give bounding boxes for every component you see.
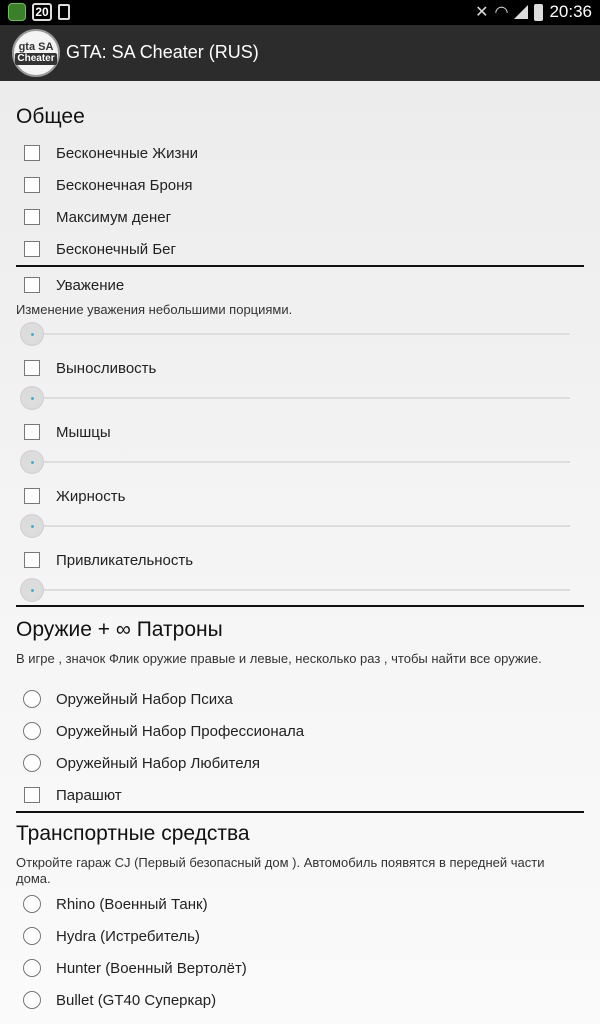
checkbox[interactable] <box>24 360 40 376</box>
fat-slider[interactable] <box>20 513 570 539</box>
checkbox-label: Максимум денег <box>56 208 172 226</box>
checkbox[interactable] <box>24 145 40 161</box>
notification-count-icon: 20 <box>32 3 52 21</box>
radio-button[interactable] <box>23 690 41 708</box>
section-title-general: Общее <box>16 105 85 128</box>
section-title-vehicles: Транспортные средства <box>16 822 250 845</box>
vehicles-description: Откройте гараж CJ (Первый безопасный дом ). Автомобиль появятся в передней части дома. <box>16 855 545 886</box>
logo-text-top: gta SA <box>18 41 54 53</box>
mute-icon: ✕ <box>475 4 489 21</box>
checkbox-label: Выносливость <box>56 359 157 377</box>
slider-track[interactable] <box>32 525 570 527</box>
respect-slider[interactable] <box>20 321 570 347</box>
slider-thumb[interactable] <box>20 450 44 474</box>
checkbox-row-stamina[interactable] <box>16 353 584 383</box>
slider-track[interactable] <box>32 333 570 335</box>
radio-label: Hydra (Истребитель) <box>56 927 200 945</box>
radio-label: Hunter (Военный Вертолёт) <box>56 959 247 977</box>
checkbox-label: Бесконечные Жизни <box>56 144 199 162</box>
slider-track[interactable] <box>32 397 570 399</box>
checkbox-label: Бесконечный Бег <box>56 240 176 258</box>
checkbox[interactable] <box>24 787 40 803</box>
checkbox[interactable] <box>24 177 40 193</box>
status-time: 20:36 <box>549 2 592 21</box>
checkbox-label: Бесконечная Броня <box>56 176 193 194</box>
slider-thumb[interactable] <box>20 578 44 602</box>
muscle-slider[interactable] <box>20 449 570 475</box>
radio-row-pro-weapons[interactable] <box>16 716 584 746</box>
checkbox[interactable] <box>24 241 40 257</box>
slider-track[interactable] <box>32 589 570 591</box>
checkbox-row-fat[interactable] <box>16 481 584 511</box>
section-divider <box>16 811 584 813</box>
radio-label: Оружейный Набор Психа <box>56 690 233 708</box>
wifi-icon: ◠ <box>494 4 509 21</box>
preferences-list[interactable] <box>0 81 600 1024</box>
section-title-weapons: Оружие + ∞ Патроны <box>16 618 223 641</box>
radio-button[interactable] <box>23 991 41 1009</box>
radio-label: Bullet (GT40 Суперкар) <box>56 991 217 1009</box>
checkbox-row-respect[interactable] <box>16 270 584 300</box>
radio-row-bullet[interactable] <box>16 985 584 1015</box>
app-notification-icon <box>8 3 26 21</box>
app-logo-icon[interactable] <box>12 29 60 77</box>
battery-icon <box>534 4 543 21</box>
radio-row-hunter[interactable] <box>16 953 584 983</box>
radio-row-amateur-weapons[interactable] <box>16 748 584 778</box>
checkbox-label: Уважение <box>56 276 125 294</box>
checkbox-row-parachute[interactable] <box>16 780 584 810</box>
weapons-description: В игре , значок Флик оружие правые и левые, несколько раз , чтобы найти все оружие. <box>16 651 542 666</box>
slider-thumb[interactable] <box>20 386 44 410</box>
checkbox-label: Привликательность <box>56 551 194 569</box>
radio-button[interactable] <box>23 722 41 740</box>
checkbox[interactable] <box>24 552 40 568</box>
checkbox[interactable] <box>24 209 40 225</box>
radio-button[interactable] <box>23 927 41 945</box>
section-divider <box>16 605 584 607</box>
app-title: GTA: SA Cheater (RUS) <box>66 42 259 62</box>
stamina-slider[interactable] <box>20 385 570 411</box>
radio-label: Оружейный Набор Профессионала <box>56 722 305 740</box>
slider-thumb[interactable] <box>20 322 44 346</box>
signal-icon <box>514 5 528 19</box>
checkbox-label: Парашют <box>56 786 122 804</box>
radio-label: Rhino (Военный Танк) <box>56 895 208 913</box>
checkbox[interactable] <box>24 277 40 293</box>
status-bar <box>0 0 600 25</box>
checkbox-label: Мышцы <box>56 423 111 441</box>
checkbox-row-sex-appeal[interactable] <box>16 545 584 575</box>
slider-track[interactable] <box>32 461 570 463</box>
slider-thumb[interactable] <box>20 514 44 538</box>
radio-button[interactable] <box>23 959 41 977</box>
vibrate-icon <box>58 4 70 20</box>
checkbox[interactable] <box>24 424 40 440</box>
checkbox-row-infinite-lives[interactable] <box>16 138 584 168</box>
radio-button[interactable] <box>23 895 41 913</box>
checkbox-label: Жирность <box>56 487 126 505</box>
logo-text-bottom: Cheater <box>17 53 55 64</box>
radio-button[interactable] <box>23 754 41 772</box>
checkbox-row-infinite-run[interactable] <box>16 234 584 264</box>
radio-row-rhino[interactable] <box>16 889 584 919</box>
radio-row-hydra[interactable] <box>16 921 584 951</box>
section-divider <box>16 265 584 267</box>
checkbox[interactable] <box>24 488 40 504</box>
checkbox-row-muscle[interactable] <box>16 417 584 447</box>
radio-row-psycho-weapons[interactable] <box>16 684 584 714</box>
sex-appeal-slider[interactable] <box>20 577 570 603</box>
respect-description: Изменение уважения небольшими порциями. <box>16 302 293 317</box>
radio-label: Оружейный Набор Любителя <box>56 754 260 772</box>
checkbox-row-infinite-armor[interactable] <box>16 170 584 200</box>
action-bar <box>0 25 600 81</box>
checkbox-row-max-money[interactable] <box>16 202 584 232</box>
